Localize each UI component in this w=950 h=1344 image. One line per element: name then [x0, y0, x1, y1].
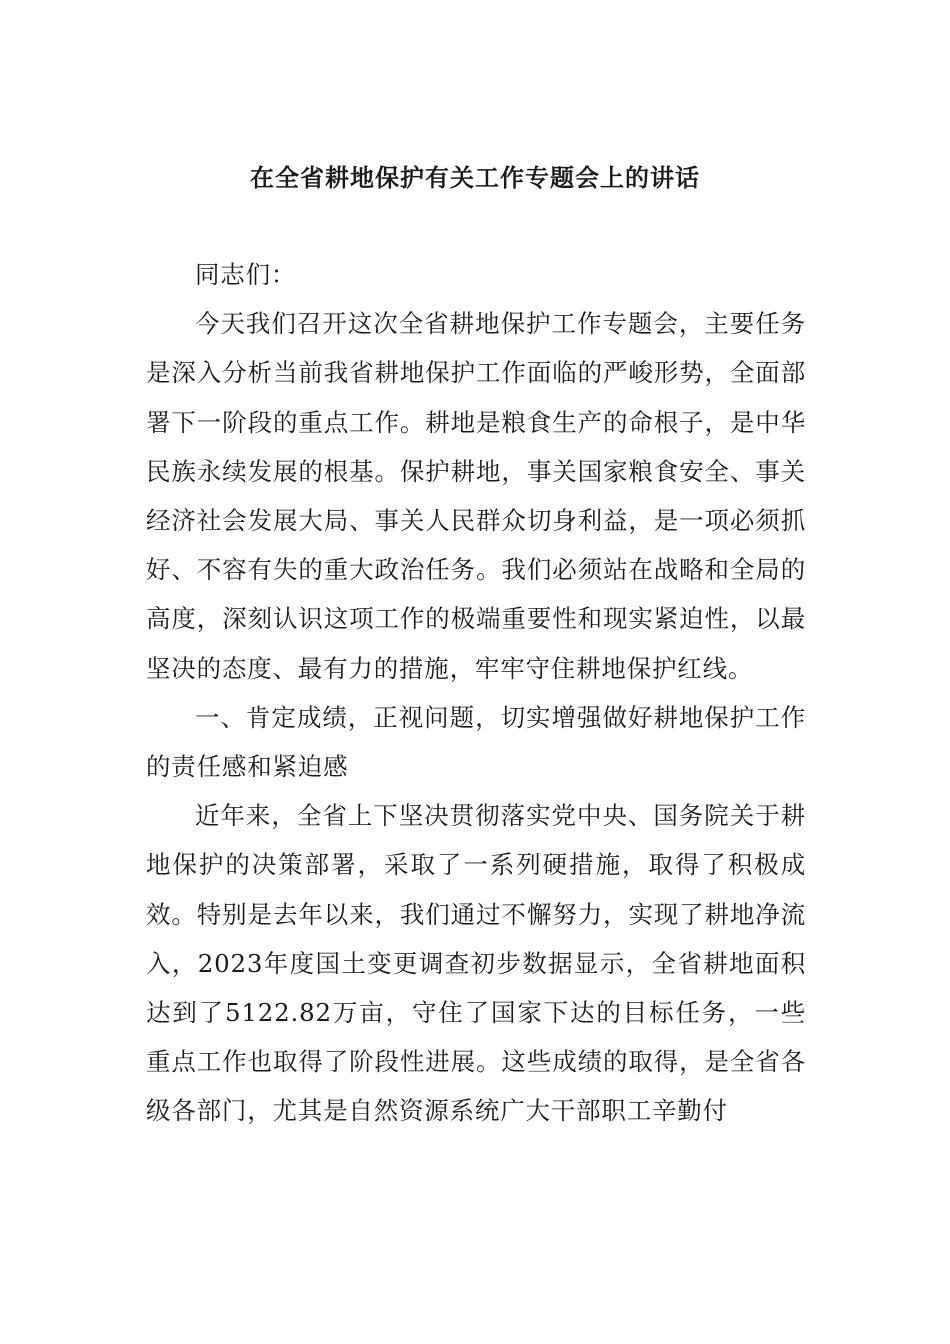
section-heading-1: 一、肯定成绩，正视问题，切实增强做好耕地保护工作的责任感和紧迫感 [146, 702, 806, 782]
paragraph-achievements: 近年来，全省上下坚决贯彻落实党中央、国务院关于耕地保护的决策部署，采取了一系列硬措施，取得了积极成效。特别是去年以来，我们通过不懈努力，实现了耕地净流入，2023年度国土变更调查初步数据显示，全省耕地面积达到了5122.82万亩，守住了国家下达的目标任务，一些重点工作也取得了阶段性进展。这些成绩的取得，是全省各级各部门，尤其是自然资源系统广大干部职工辛勤付 [146, 801, 806, 1126]
page-title: 在全省耕地保护有关工作专题会上的讲话 [250, 163, 700, 192]
paragraph-intro: 今天我们召开这次全省耕地保护工作专题会，主要任务是深入分析当前我省耕地保护工作面临的严峻形势，全面部署下一阶段的重点工作。耕地是粮食生产的命根子，是中华民族永续发展的根基。保护耕地，事关国家粮食安全、事关经济社会发展大局、事关人民群众切身利益，是一项必须抓好、不容有失的重大政治任务。我们必须站在战略和全局的高度，深刻认识这项工作的极端重要性和现实紧迫性，以最坚决的态度、最有力的措施，牢牢守住耕地保护红线。 [146, 309, 806, 683]
document-body [146, 250, 806, 1136]
salutation: 同志们： [195, 260, 297, 289]
